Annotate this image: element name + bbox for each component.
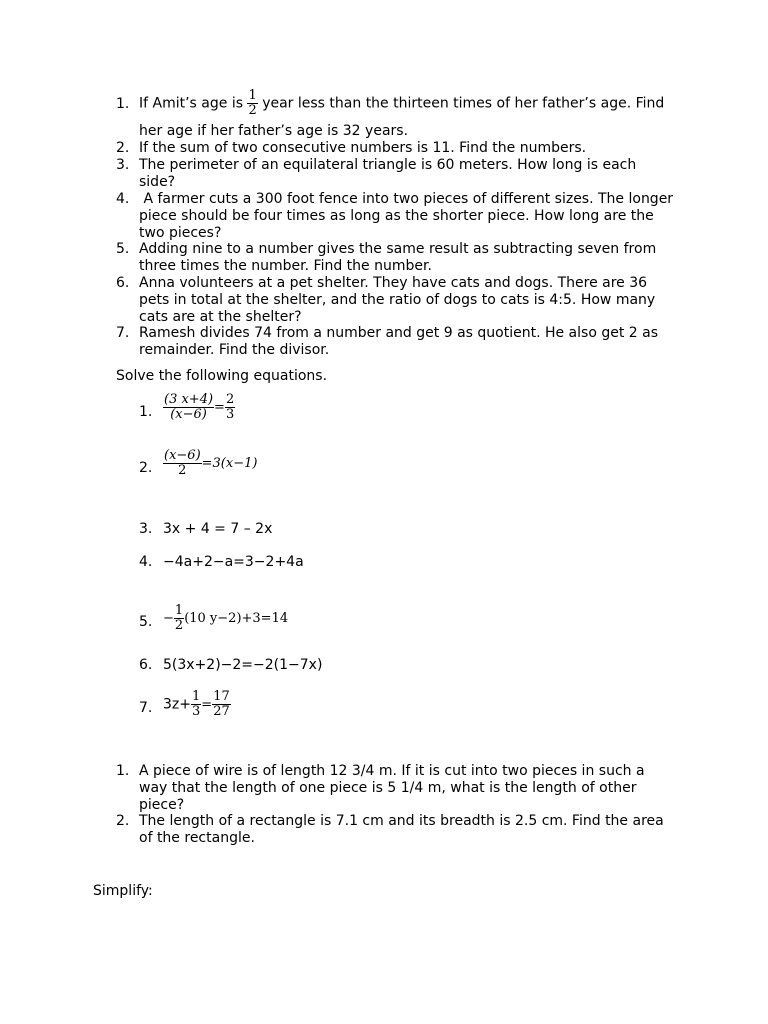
list-number: 5. [139, 614, 153, 630]
equation: − $\frac{1}{2}$ (10 y−2)+3=14 [163, 603, 289, 633]
list-number: 6. [116, 275, 130, 291]
list-number: 2. [116, 813, 130, 829]
list-number: 3. [139, 521, 153, 537]
list-number: 5. [116, 241, 130, 257]
fraction: $\frac{(3 x+4)}{(x-6)}$ [164, 392, 214, 422]
list-number: 7. [116, 325, 130, 341]
list-item-text: If Amit’s age is $\frac{1}{2}$ year less than the thirteen times of her father’s age. Find [139, 88, 665, 118]
list-item-text: A piece of wire is of length 12 3/4 m. If it is cut into two pieces in such a way that the length of one piece is 5 1/4 m, what is the length of other piece? [139, 763, 645, 813]
list-number: 2. [139, 460, 153, 476]
list-number: 6. [139, 657, 153, 673]
list-item-text: A farmer cuts a 300 foot fence into two pieces of different sizes. The longer piece should be four times as long as the shorter piece. How long are the two pieces? [139, 191, 678, 241]
equation: 3x + 4 = 7 – 2x [163, 521, 273, 537]
equation: 3z+ $\frac{1}{3}$ = $\frac{17}{27}$ [163, 689, 230, 719]
list-number: 7. [139, 700, 153, 716]
list-item-text: her age if her father’s age is 32 years. [139, 123, 409, 139]
equation: $\frac{(x-6)}{2}$ =3(x−1) [164, 448, 258, 478]
list-number: 4. [116, 191, 130, 207]
list-number: 1. [139, 404, 153, 420]
list-number: 1. [116, 96, 130, 112]
list-number: 3. [116, 157, 130, 173]
equation: $\frac{(3 x+4)}{(x-6)}$ = $\frac{2}{3}$ [164, 392, 235, 422]
equation: 5(3x+2)−2=−2(1−7x) [163, 657, 323, 673]
list-item-text: Anna volunteers at a pet shelter. They have cats and dogs. There are 36 pets in total at the shelter, and the ratio of dogs to cats is 4:5. How many cats are at the shelter? [139, 275, 656, 325]
section-heading: Solve the following equations. [116, 368, 328, 384]
list-number: 4. [139, 554, 153, 570]
list-number: 2. [116, 140, 130, 156]
fraction: $\frac{2}{3}$ [225, 392, 235, 422]
section-heading: Simplify: [93, 883, 153, 899]
fraction: $\frac{1}{2}$ [248, 88, 257, 118]
fraction: $\frac{17}{27}$ [213, 689, 230, 719]
list-item-text: If the sum of two consecutive numbers is 11. Find the numbers. [139, 140, 587, 156]
list-item-text: Ramesh divides 74 from a number and get 9 as quotient. He also get 2 as remainder. Find the divisor. [139, 325, 659, 358]
fraction: $\frac{(x-6)}{2}$ [164, 448, 201, 478]
fraction: $\frac{1}{3}$ [192, 689, 201, 719]
list-number: 1. [116, 763, 130, 779]
list-item-text: The length of a rectangle is 7.1 cm and its breadth is 2.5 cm. Find the area of the rectangle. [139, 813, 664, 846]
list-item-text: The perimeter of an equilateral triangle is 60 meters. How long is each side? [139, 157, 637, 190]
list-item-text: Adding nine to a number gives the same result as subtracting seven from three times the number. Find the number. [139, 241, 657, 274]
fraction: $\frac{1}{2}$ [174, 603, 184, 633]
equation: −4a+2−a=3−2+4a [163, 554, 304, 570]
